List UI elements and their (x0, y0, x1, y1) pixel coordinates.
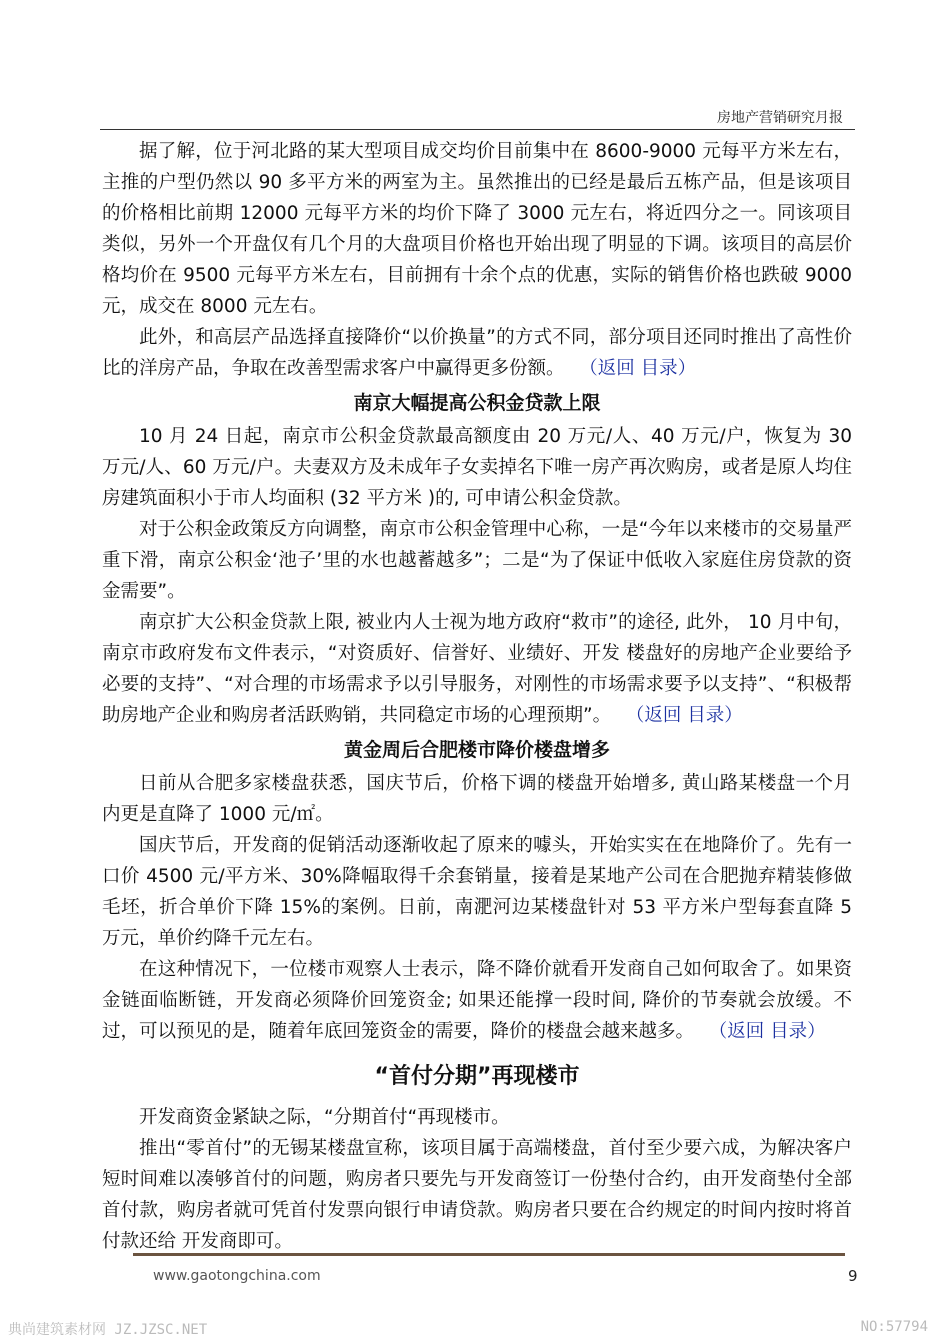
article-body (102, 136, 852, 1257)
watermark-right: NO:57794 (860, 1319, 928, 1335)
paragraph: 推出“零首付”的无锡某楼盘宣称，该项目属于高端楼盘，首付至少要六成，为解决客户短时间难以凑够首付的问题，购房者只要先与开发商签订一份垫付合约，由开发商垫付全部首付款，购房者就可凭首付发票向银行申请贷款。购房者只要在合约规定的时间内按时将首付款还给 开发商即可。 (102, 1138, 852, 1252)
section-title: 黄金周后合肥楼市降价楼盘增多 (343, 739, 610, 761)
return-to-toc-link[interactable]: （返回 目录） (588, 358, 697, 379)
header-divider (100, 129, 855, 130)
paragraph: 开发商资金紧缺之际，“分期首付“再现楼市。 (139, 1107, 510, 1128)
paragraph: 此外，和高层产品选择直接降价“以价换量”的方式不同，部分项目还同时推出了高性价比的洋房产品，争取在改善型需求客户中赢得更多份额。 （返回 目录） (102, 327, 852, 379)
paragraph: 日前从合肥多家楼盘获悉，国庆节后，价格下调的楼盘开始增多, 黄山路某楼盘一个月内更是直降了 1000 元/㎡。 (102, 773, 852, 825)
return-to-toc-link[interactable]: （返回 目录） (635, 705, 743, 726)
page-number: 9 (848, 1267, 858, 1285)
footer-website-link[interactable]: www.gaotongchina.com (153, 1268, 321, 1284)
paragraph: 10 月 24 日起，南京市公积金贷款最高额度由 20 万元/人、40 万元/户，恢复为 30 万元/人、60 万元/户。夫妻双方及未成年子女卖掉名下唯一房产再次购房，或者是原人均住房建筑面积小于市人均面积 (32 平方米 )的, 可申请公积金贷款。 (102, 426, 852, 509)
paragraph: 据了解，位于河北路的某大型项目成交均价目前集中在 8600-9000 元每平方米左右，主推的户型仍然以 90 多平方米的两室为主。虽然推出的已经是最后五栋产品，但是该项目的价格相比前期 12000 元每平方米的均价下降了 3000 元左右，将近四分之一。同该项目类似，另外一个开盘仅有几个月的大盘项目价格也开始出现了明显的下调。该项目的高层价格均价在 9500 元每平方米左右，目前拥有十余个点的优惠，实际的销售价格也跌破 9000 元，成交在 8000 元左右。 (102, 141, 852, 317)
paragraph: 南京扩大公积金贷款上限, 被业内人士视为地方政府“救市”的途径, 此外， 10 月中旬，南京市政府发布文件表示，“对资质好、信誉好、业绩好、开发 楼盘好的房地产企业要给予必要的支持”、“对合理的市场需求予以引导服务，对刚性的市场需求要予以支持”、“积极帮助房地产企业和购房者活跃购销，共同稳定市场的心理预期”。 （返回 目录） (102, 612, 852, 726)
return-to-toc-link[interactable]: （返回 目录） (718, 1021, 826, 1042)
paragraph: 对于公积金政策反方向调整，南京市公积金管理中心称，一是“今年以来楼市的交易量严重下滑，南京公积金‘池子’里的水也越蓄越多”；二是“为了保证中低收入家庭住房贷款的资金需要”。 (102, 519, 852, 602)
paragraph: 国庆节后，开发商的促销活动逐渐收起了原来的噱头，开始实实在在地降价了。先有一口价 4500 元/平方米、30%降幅取得千余套销量，接着是某地产公司在合肥抛弃精装修做毛坯，折合单价下降 15%的案例。日前，南淝河边某楼盘针对 53 平方米户型每套直降 5 万元，单价约降千元左右。 (102, 835, 852, 949)
footer-divider (133, 1253, 845, 1256)
watermark-left: 典尚建筑素材网 JZ.JZSC.NET (8, 1322, 208, 1338)
section-title: 南京大幅提高公积金贷款上限 (353, 392, 601, 414)
report-title: 房地产营销研究月报 (717, 110, 843, 126)
section-title: “首付分期”再现楼市 (374, 1064, 580, 1089)
paragraph: 在这种情况下，一位楼市观察人士表示，降不降价就看开发商自己如何取舍了。如果资金链面临断链，开发商必须降价回笼资金; 如果还能撑一段时间, 降价的节奏就会放缓。不过，可以预见的是，随着年底回笼资金的需要，降价的楼盘会越来越多。 （返回 目录） (102, 959, 852, 1042)
